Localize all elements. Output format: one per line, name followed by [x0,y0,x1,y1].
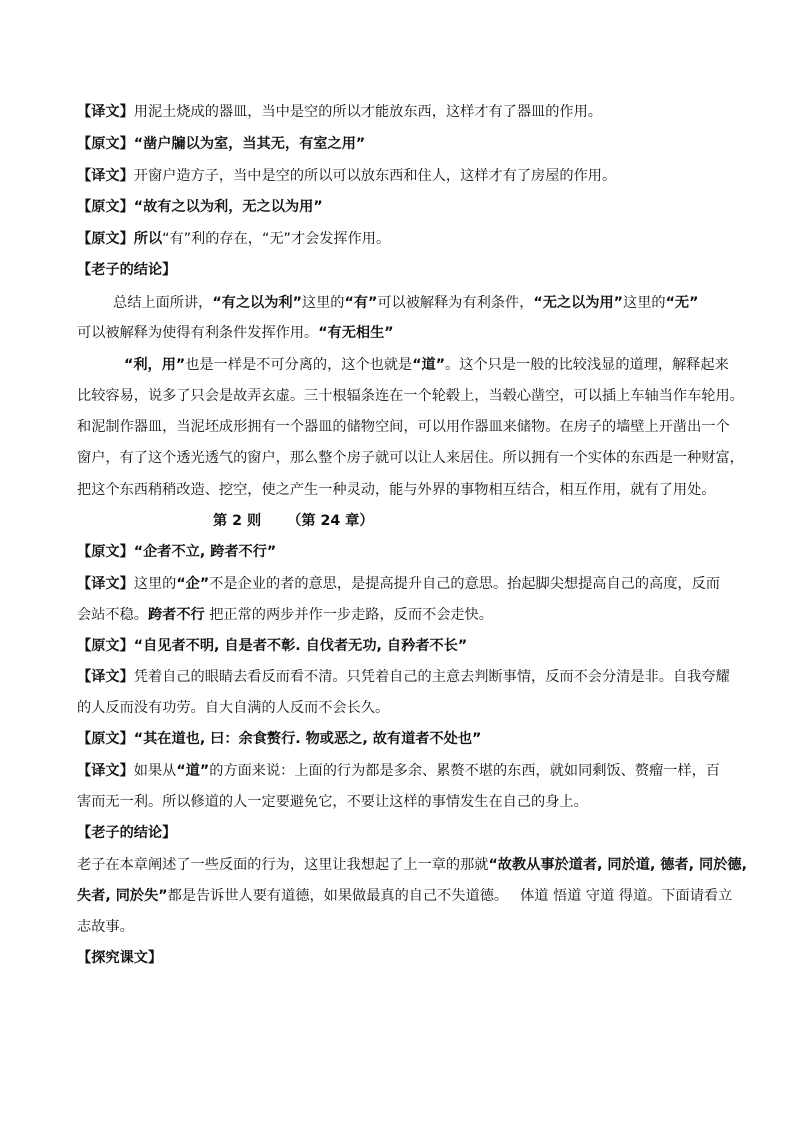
translation-text: 开窗户造方子，当中是空的所以可以放东西和住人，这样才有了房屋的作用。 [133,168,617,184]
paragraph-line [77,418,737,436]
section-heading-text: 【老子的结论】 [77,262,177,278]
translation-line-5 [77,762,737,780]
paragraph-line [77,387,744,405]
paragraph-line [77,918,737,936]
original-tag: 【原文】 [77,231,134,247]
translation-tag: 【译文】 [77,576,134,592]
original-line-1 [77,135,737,153]
quote-bold: “有之以为利” [212,295,302,311]
text-run: 也是一样是不可分离的，这个也就是 [185,357,413,373]
quote-bold: “无之以为用” [533,295,624,311]
text-run: 会站不稳。 [77,607,148,623]
paragraph-line [124,356,784,374]
quote-bold: “故教从事於道者, 同於道, 德者, 同於德, [488,857,747,873]
section-heading-text: 【老子的结论】 [77,825,177,841]
original-tag: 【原文】 [77,731,134,747]
paragraph-line [77,793,737,811]
section-heading-conclusion [77,261,737,279]
text-run: 都是告诉世人要有道德，如果做最真的自己不失道德。 [167,888,509,904]
text-run: 可以被解释为使得有利条件发挥作用。 [77,325,319,341]
translation-line-4 [77,668,737,686]
quote-bold: “道” [176,763,210,779]
section-heading-text: 【探究课文】 [77,950,163,966]
text-run: 老子在本章阐述了一些反面的行为，这里让我想起了上一章的那就 [77,857,489,873]
translation-text: 凭着自己的眼睛去看反而看不清。只凭着自己的主意去判断事情，反而不会分清是非。自我夸耀 [133,669,730,685]
original-text: “有”利的存在，“无”才会发挥作用。 [162,231,391,247]
text-run: 的方面来说：上面的行为都是多余、累赘不堪的东西，就如同剩饭、赘瘤一样，百 [209,763,720,779]
translation-tag: 【译文】 [77,669,134,685]
section-heading-explore [77,949,737,967]
paragraph-line [77,481,737,499]
original-line-3 [77,230,737,248]
original-tag: 【原文】 [77,199,134,215]
translation-line-2 [77,167,737,185]
paragraph-line [113,294,773,312]
text-run: 体道 悟道 守道 得道 [520,888,648,904]
text-run: 把这个东西稍稍改造、挖空，使之产生一种灵动，能与外界的事物相互结合，相互作用，就有了用处。 [77,482,716,498]
text-run: 。这个只是一般的比较浅显的道理，解释起来 [445,357,729,373]
paragraph-line [77,887,737,905]
paragraph-line [77,606,737,624]
original-line-4 [77,543,737,561]
translation-text: 用泥土烧成的器皿，当中是空的所以才能放东西，这样才有了器皿的作用。 [133,104,602,120]
original-line-5 [77,637,737,655]
chapter-number: 第 2 则 [213,513,262,529]
translation-tag: 【译文】 [77,763,134,779]
chapter-ref: （第 24 章） [287,513,374,529]
quote-bold: “有无相生” [318,325,394,341]
bold-word: 所以 [133,231,163,247]
text-run: 可以被解释为有利条件， [377,295,534,311]
text-run: 这里的 [133,576,177,592]
original-text: “故有之以为利，无之以为用” [133,199,323,215]
quote-bold: “有” [344,295,378,311]
text-run: 志故事。 [77,919,134,935]
paragraph-line [77,449,744,467]
text-run: 如果从 [133,763,177,779]
translation-tag: 【译文】 [77,168,134,184]
quote-bold: “企” [176,576,210,592]
text-run: 这里的 [623,295,666,311]
original-line-6 [77,730,737,748]
quote-bold: “利，用” [124,357,186,373]
quote-bold: “无” [665,295,699,311]
section-heading-conclusion-2 [77,824,737,842]
paragraph-line [77,324,737,342]
original-tag: 【原文】 [77,638,134,654]
text-run: 。下面请看立 [647,888,733,904]
original-line-2 [77,198,737,216]
original-text: “企者不立, 跨者不行” [133,544,277,560]
original-tag: 【原文】 [77,136,134,152]
text-run: 的人反而没有功劳。自大自满的人反而不会长久。 [77,700,390,716]
quote-bold: “道” [412,357,446,373]
paragraph-line [77,856,747,874]
text-run: 窗户，有了这个透光透气的窗户，那么整个房子就可以让人来居住。所以拥有一个实体的东西是一种财富， [77,450,744,466]
text-run: 比较容易，说多了只会是故弄玄虚。三十根辐条连在一个轮毂上，当毂心凿空，可以插上车轴当作车轮用。 [77,388,744,404]
translation-line-1 [77,103,737,121]
text-run: 害而无一利。所以修道的人一定要避免它，不要让这样的事情发生在自己的身上。 [77,794,588,810]
translation-tag: 【译文】 [77,104,134,120]
paragraph-line [77,699,737,717]
quote-bold: 失者, 同於失” [77,888,168,904]
text-run: 总结上面所讲， [113,295,213,311]
chapter-heading [213,512,794,530]
original-text: “自见者不明, 自是者不彰. 自伐者无功, 自矜者不长” [133,638,468,654]
original-text: “其在道也, 曰：余食赘行. 物或恶之, 故有道者不处也” [133,731,482,747]
original-tag: 【原文】 [77,544,134,560]
original-text: “凿户牖以为室，当其无，有室之用” [133,136,366,152]
translation-line-3 [77,575,737,593]
text-run: 把正常的两步并作一步走路，反而不会走快。 [204,607,493,623]
text-run: 不是企业的者的意思，是提高提升自己的意思。抬起脚尖想提高自己的高度，反而 [209,576,720,592]
text-run: 这里的 [301,295,345,311]
quote-bold: 跨者不行 [147,607,205,623]
text-run: 和泥制作器皿，当泥坯成形拥有一个器皿的储物空间，可以用作器皿来储物。在房子的墙壁上开凿出一个 [77,419,730,435]
